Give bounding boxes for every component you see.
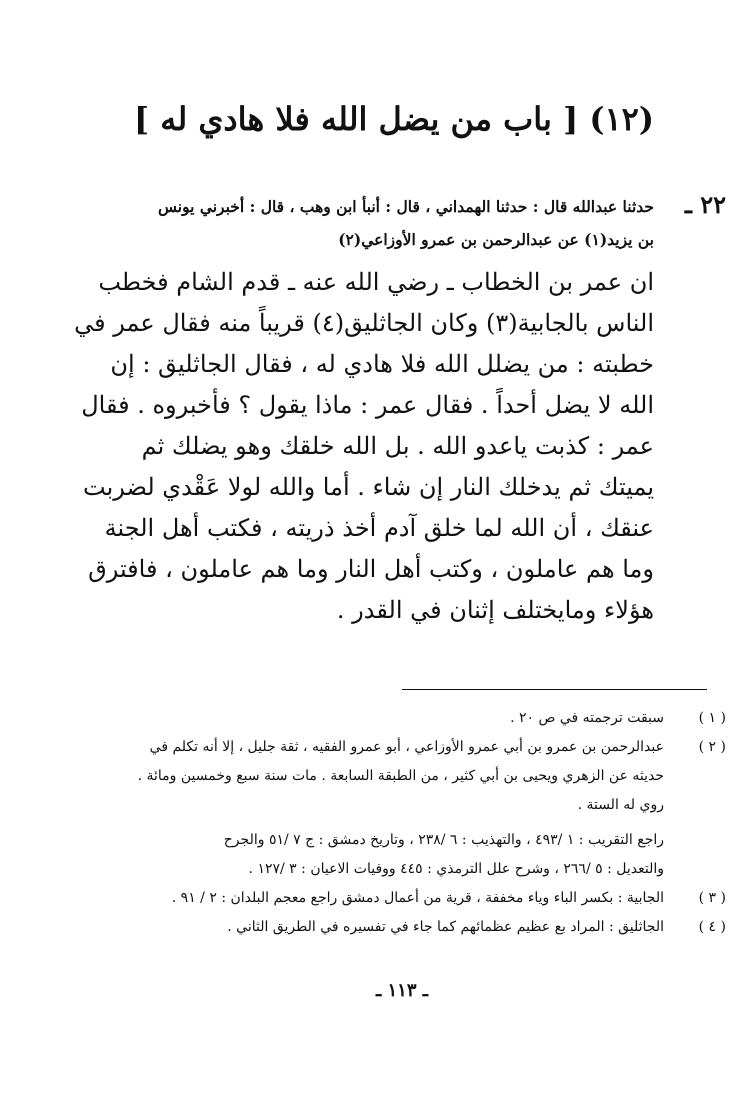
footnote-reference: والتعديل : ٥ /٢٦٦ ، وشرح علل الترمذي : ٤٤٥ ووفيات الاعيان : ٣ /١٢٧ . (248, 861, 664, 877)
matn-block (74, 262, 654, 631)
footnotes (36, 704, 726, 942)
matn-line: وما هم عاملون ، وكتب أهل النار وما هم عاملون ، فافترق (88, 555, 654, 583)
page-number: ـ ١١٣ ـ (375, 980, 429, 1001)
footnote-4 (36, 913, 726, 942)
matn-line: ان عمر بن الخطاب ـ رضي الله عنه ـ قدم الشام فخطب (98, 268, 654, 296)
footnote-divider (402, 689, 707, 690)
matn-line: هؤلاء ومايختلف إثنان في القدر . (336, 596, 654, 624)
footnote-text: روي له الستة . (577, 797, 664, 813)
isnad-line: حدثنا عبدالله قال : حدثنا الهمداني ، قال : أنبأ ابن وهب ، قال : أخبرني يونس (158, 197, 654, 216)
footnote-marker: ( ٤ ) (698, 919, 726, 935)
footnote-2-continuation (36, 762, 726, 820)
isnad-line: بن يزيد(١) عن عبدالرحمن بن عمرو الأوزاعي(٢) (338, 230, 654, 249)
hadith-number: ٢٢ ـ (684, 190, 726, 219)
matn-line: خطبته : من يضلل الله فلا هادي له ، فقال الجاثليق : إن (110, 350, 654, 378)
footnote-reference: راجع التقريب : ١ /٤٩٣ ، والتهذيب : ٦ /٢٣٨ ، وتاريخ دمشق : ج ٧ /٥١ والجرح (223, 832, 664, 848)
footnote-marker: ( ١ ) (698, 710, 726, 726)
footnote-text: حديثه عن الزهري ويحيى بن أبي كثير ، من الطبقة السابعة . مات سنة سبع وخمسين ومائة . (137, 768, 664, 784)
footnote-marker: ( ٢ ) (698, 739, 726, 755)
footnote-text: الجاثليق : المراد بع عظيم عظمائهم كما جاء في تفسيره في الطريق الثاني . (227, 919, 664, 935)
chapter-title: (١٢) [ باب من يضل الله فلا هادي له ] (134, 100, 654, 138)
footnote-2-references (36, 826, 726, 884)
matn-line: عنقك ، أن الله لما خلق آدم أخذ ذريته ، فكتب أهل الجنة (104, 514, 654, 542)
footnote-marker: ( ٣ ) (698, 890, 726, 906)
footnote-3 (36, 884, 726, 913)
footnote-text: الجابية : بكسر الباء وياء مخففة ، قرية من أعمال دمشق راجع معجم البلدان : ٢ / ٩١ . (171, 890, 664, 906)
matn-line: الله لا يضل أحداً . فقال عمر : ماذا يقول ؟ فأخبروه . فقال (81, 391, 654, 419)
footnote-2 (36, 733, 726, 762)
footnote-text: سبقت ترجمته في ص ٢٠ . (510, 710, 664, 726)
matn-line: عمر : كذبت ياعدو الله . بل الله خلقك وهو يضلك ثم (141, 432, 654, 460)
footnote-text: عبدالرحمن بن عمرو بن أبي عمرو الأوزاعي ، أبو عمرو الفقيه ، ثقة جليل ، إلا أنه تكلم في (149, 739, 664, 755)
footnote-1 (36, 704, 726, 733)
matn-line: الناس بالجابية(٣) وكان الجاثليق(٤) قريباً منه فقال عمر في (74, 309, 654, 337)
matn-line: يميتك ثم يدخلك النار إن شاء . أما والله لولا عَقْدي لضربت (83, 473, 654, 501)
isnad-block (84, 190, 654, 256)
